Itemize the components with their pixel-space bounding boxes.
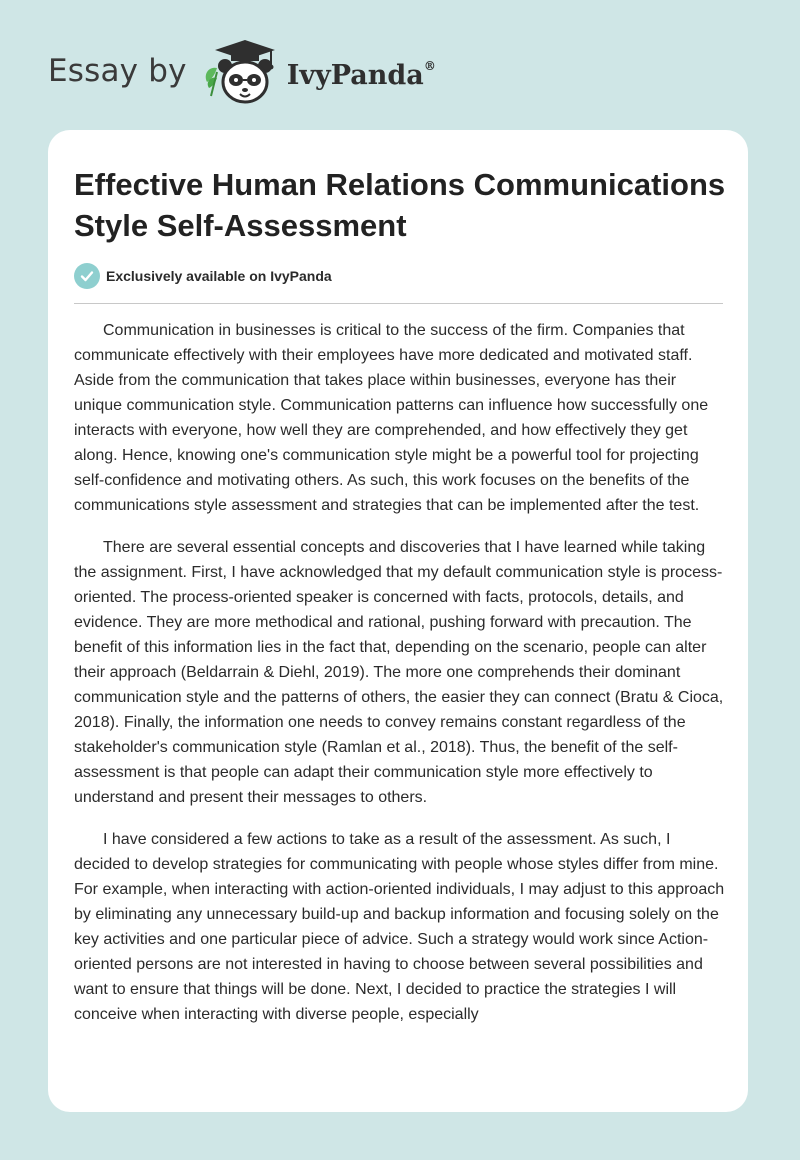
panda-graduate-icon[interactable] [201, 36, 283, 108]
exclusive-badge-label: Exclusively available on IvyPanda [106, 268, 332, 284]
brand-name[interactable]: IvyPanda® [286, 58, 436, 91]
paragraph: Communication in businesses is critical to the success of the firm. Companies that communicate effectively with their employees have more dedicated and motivated staff. Aside from the communication that takes place within businesses, everyone has their unique communication style. Communication patterns can influence how successfully one interacts with everyone, how well they are comprehended, and how effectively they get along. Hence, knowing one's communication style might be a powerful tool for projecting self-confidence and motivating others. As such, this work focuses on the benefits of the communications style assessment and strategies that can be implemented after the test. [74, 322, 709, 514]
essay-body [74, 318, 726, 1044]
essay-title: Effective Human Relations Communications Style Self-Assessment [74, 167, 726, 243]
paragraph: I have considered a few actions to take as a result of the assessment. As such, I decided to develop strategies for communicating with people whose styles differ from mine. For example, when interacting with action-oriented individuals, I may adjust to this approach by eliminating any unnecessary build-up and backup information and focusing solely on the key activities and one particular piece of advice. Such a strategy would work since Action-oriented persons are not interested in having to choose between several possibilities and want to ensure that things will be done. Next, I decided to practice the strategies I will conceive when interacting with diverse people, especially [74, 831, 725, 1023]
essay-card [48, 130, 748, 1112]
exclusive-badge [74, 263, 332, 289]
site-header [48, 36, 508, 108]
divider [74, 303, 723, 304]
registered-mark: ® [423, 58, 436, 73]
check-icon [74, 263, 100, 289]
essay-by-label: Essay by [48, 53, 187, 89]
paragraph: There are several essential concepts and discoveries that I have learned while taking the assignment. First, I have acknowledged that my default communication style is process-oriented. The process-oriented speaker is concerned with facts, protocols, details, and evidence. They are more methodical and rational, pushing forward with precaution. The benefit of this information lies in the fact that, depending on the scenario, people can alter their approach (Beldarrain & Diehl, 2019). The more one comprehends their dominant communication style and the patterns of others, the easier they can connect (Bratu & Cioca, 2018). Finally, the information one needs to convey remains constant regardless of the stakeholder's communication style (Ramlan et al., 2018). Thus, the benefit of the self-assessment is that people can adapt their communication style more effectively to understand and present their messages to others. [74, 539, 724, 806]
